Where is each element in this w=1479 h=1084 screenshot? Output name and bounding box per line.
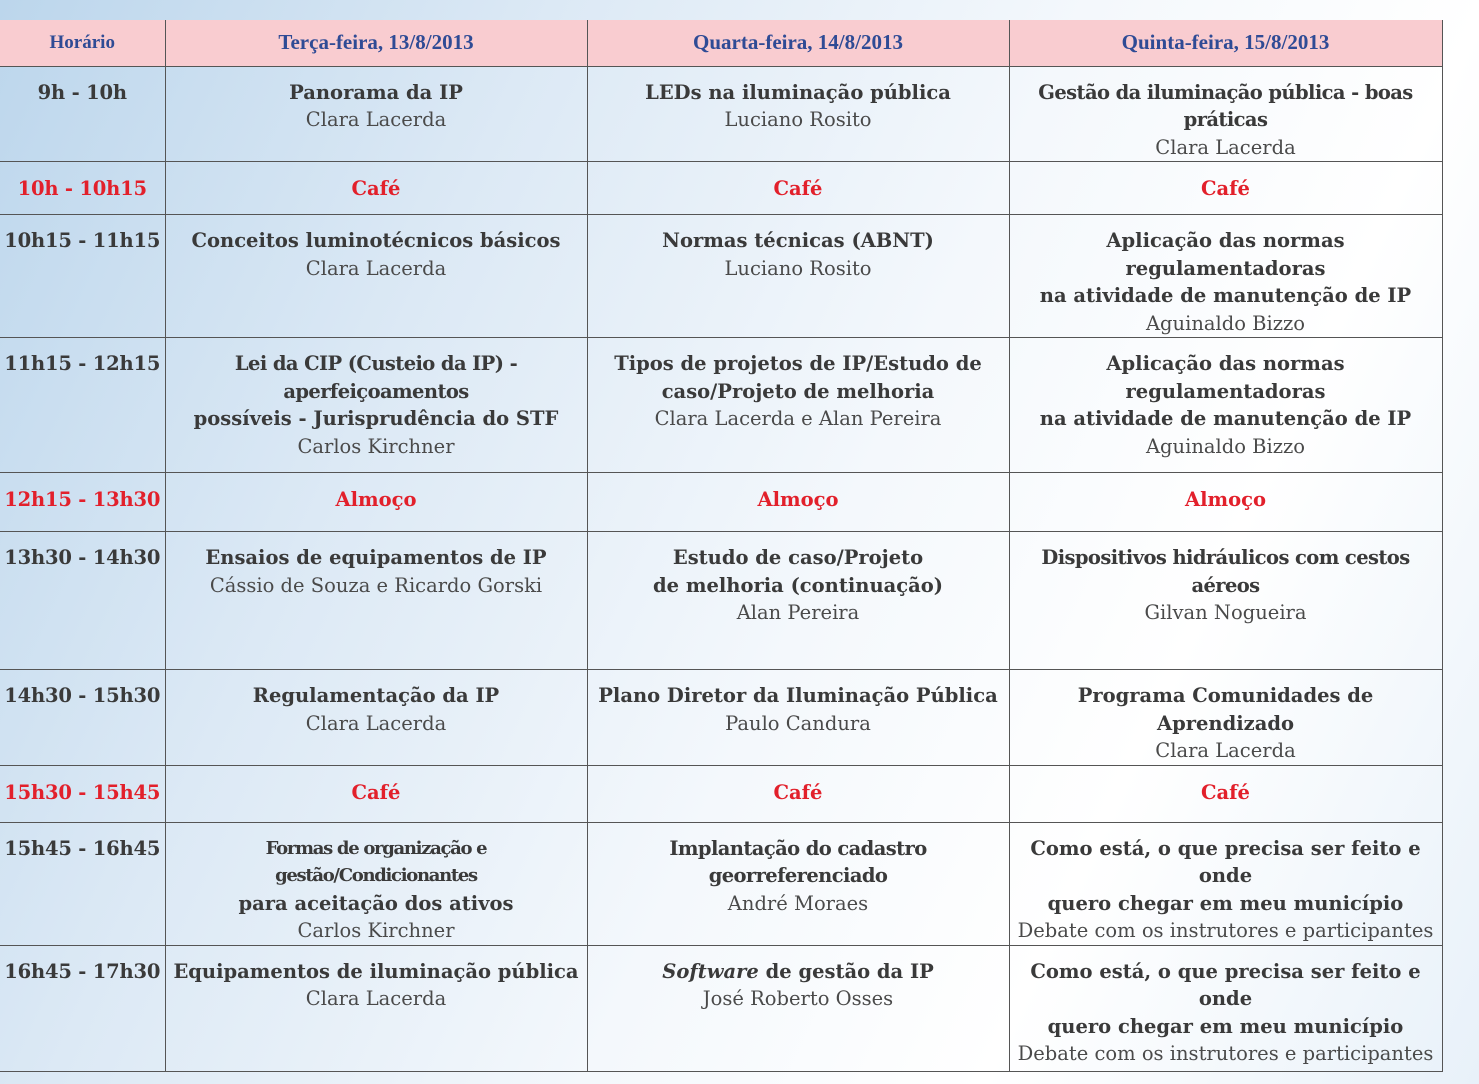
header-day: Quarta-feira, 14/8/2013 [587,20,1009,66]
break-cell: Almoço [165,473,587,532]
time-slot: 10h15 - 11h15 [0,215,165,338]
session-cell [1009,822,1442,945]
session-cell [587,945,1009,1071]
session-title: Gestão da iluminação pública - boas práticas [1038,80,1413,131]
session-title: Normas técnicas (ABNT) [662,229,934,252]
header-row [0,20,1442,66]
session-cell [587,338,1009,473]
time-slot: 10h - 10h15 [0,162,165,215]
session-cell [165,822,587,945]
session-speaker: Carlos Kirchner [297,919,455,942]
session-speaker: Clara Lacerda [1155,135,1296,159]
session-speaker: Aguinaldo Bizzo [1145,311,1306,335]
session-speaker: Clara Lacerda [305,108,447,131]
session-title: quero chegar em meu município [1047,891,1404,915]
session-title: Ensaios de equipamentos de IP [205,546,547,569]
session-speaker: Clara Lacerda [305,256,447,280]
session-title: na atividade de manutenção de IP [1039,407,1412,430]
session-title: Tipos de projetos de IP/Estudo de [614,352,982,375]
session-title: Panorama da IP [289,80,463,104]
break-cell: Café [587,765,1009,822]
session-title: Conceitos luminotécnicos básicos [191,229,561,252]
time-slot: 13h30 - 14h30 [0,532,165,670]
session-speaker: Luciano Rosito [724,256,872,280]
session-cell [587,822,1009,945]
break-cell: Café [165,162,587,215]
break-cell: Almoço [587,473,1009,532]
session-title: Programa Comunidades de Aprendizado [1077,684,1374,735]
session-speaker: Debate com os instrutores e participantes [1017,1042,1434,1065]
session-row [0,532,1442,670]
time-slot: 16h45 - 17h30 [0,945,165,1071]
session-cell [1009,670,1442,766]
session-title-rest: de gestão da IP [758,959,934,983]
session-speaker: Gilvan Nogueira [1144,601,1307,624]
session-cell [165,66,587,162]
header-day: Terça-feira, 13/8/2013 [165,20,587,66]
session-cell [1009,532,1442,670]
session-title: LEDs na iluminação pública [645,80,951,104]
session-cell [587,532,1009,670]
session-title: na atividade de manutenção de IP [1039,284,1412,307]
session-speaker: Clara Lacerda [305,987,447,1010]
session-row [0,215,1442,338]
session-speaker: José Roberto Osses [702,987,894,1010]
session-cell [1009,66,1442,162]
session-speaker: Carlos Kirchner [297,434,455,458]
session-title [588,958,1009,986]
time-slot: 15h45 - 16h45 [0,822,165,945]
schedule-table [0,20,1443,1072]
break-cell: Café [165,765,587,822]
session-title: Aplicação das normas regulamentadoras [1106,352,1345,403]
time-slot: 12h15 - 13h30 [0,473,165,532]
session-speaker: Paulo Candura [725,711,871,735]
session-cell [165,945,587,1071]
session-speaker: André Moraes [727,891,869,915]
session-cell [1009,945,1442,1071]
session-speaker: Clara Lacerda e Alan Pereira [654,407,942,430]
session-cell [587,670,1009,766]
session-speaker: Alan Pereira [736,601,860,624]
session-speaker: Aguinaldo Bizzo [1145,434,1306,458]
time-slot: 14h30 - 15h30 [0,670,165,766]
session-cell [165,338,587,473]
session-title: Como está, o que precisa ser feito e onde [1030,836,1421,887]
session-cell [165,532,587,670]
session-cell [587,66,1009,162]
session-row [0,822,1442,945]
break-row [0,162,1442,215]
session-speaker: Clara Lacerda [1155,739,1296,762]
session-title: possíveis - Jurisprudência do STF [193,407,559,430]
session-title: Implantação do cadastro georreferenciado [669,836,927,887]
header-day: Quinta-feira, 15/8/2013 [1009,20,1442,66]
session-row [0,945,1442,1071]
session-title: Estudo de caso/Projeto [672,546,924,569]
session-cell [165,670,587,766]
session-speaker: Cássio de Souza e Ricardo Gorski [209,573,543,597]
time-slot: 11h15 - 12h15 [0,338,165,473]
time-slot: 15h30 - 15h45 [0,765,165,822]
session-title: Equipamentos de iluminação pública [173,959,579,983]
session-cell [1009,215,1442,338]
session-row [0,338,1442,473]
break-cell: Café [1009,162,1442,215]
session-title: para aceitação dos ativos [238,891,514,915]
session-speaker: Debate com os instrutores e participantes [1017,919,1434,942]
software-word: Software [662,959,759,983]
session-title: caso/Projeto de melhoria [661,379,935,403]
session-title: Aplicação das normas regulamentadoras [1106,229,1345,280]
header-time: Horário [0,20,165,66]
break-row [0,473,1442,532]
break-cell: Café [587,162,1009,215]
session-title: Dispositivos hidráulicos com cestos aéreos [1041,546,1410,597]
session-cell [1009,338,1442,473]
session-title: Plano Diretor da Iluminação Pública [598,684,998,707]
break-cell: Almoço [1009,473,1442,532]
session-title: Como está, o que precisa ser feito e onde [1030,959,1421,1010]
session-title: Lei da CIP (Custeio da IP) - aperfeiçoamentos [234,352,518,403]
session-cell [587,215,1009,338]
session-title: Regulamentação da IP [252,684,500,707]
session-speaker: Luciano Rosito [724,108,872,131]
session-row [0,66,1442,162]
session-title: quero chegar em meu município [1047,1014,1404,1038]
session-speaker: Clara Lacerda [305,711,447,735]
break-row [0,765,1442,822]
session-title: Formas de organização e gestão/Condicionantes [265,837,487,886]
break-cell: Café [1009,765,1442,822]
session-row [0,670,1442,766]
time-slot: 9h - 10h [0,66,165,162]
session-title: de melhoria (continuação) [653,573,943,597]
session-cell [165,215,587,338]
